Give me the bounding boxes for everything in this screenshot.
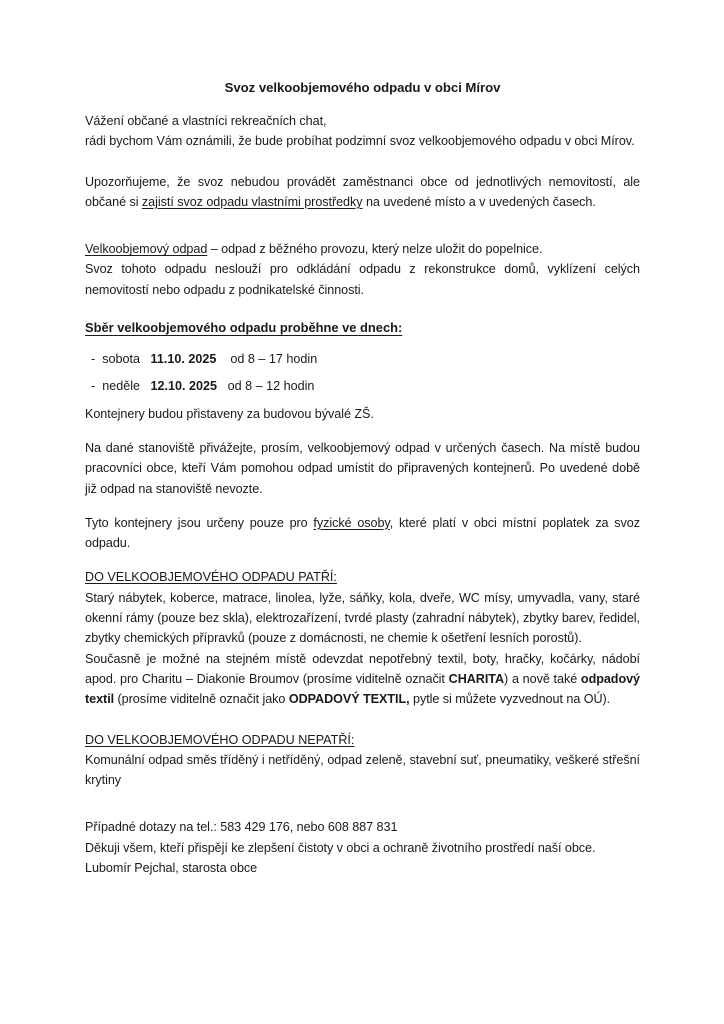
notice-underlined-text: zajistí svoz odpadu vlastními prostředky [141, 194, 363, 209]
bullet-dash: - [91, 379, 96, 394]
day-name: sobota [102, 352, 141, 367]
spacer [85, 499, 640, 513]
day-hours: od 8 – 17 hodin [230, 352, 318, 367]
eligibility-underlined-text: fyzické osoby [313, 515, 390, 530]
spacer [85, 424, 640, 438]
eligibility-text-1: Tyto kontejnery jsou určeny pouze pro [85, 515, 314, 530]
charity-text-2: ) a nově také [504, 671, 581, 686]
collection-day-row [85, 349, 640, 369]
intro-line-2: rádi bychom Vám oznámili, že bude probíhat podzimní svoz velkoobjemového odpadu v obci Mírov. [85, 134, 635, 149]
spacer [85, 553, 640, 567]
collection-heading: Sběr velkoobjemového odpadu proběhne ve dnech: [85, 320, 403, 336]
charity-paragraph [85, 649, 640, 710]
day-date: 11.10. 2025 [150, 352, 217, 367]
definition-detail-paragraph: Svoz tohoto odpadu neslouží pro odkládání odpadu z rekonstrukce domů, vyklízení celých nemovitostí nebo odpadu z podnikatelské činnosti. [85, 262, 640, 297]
charity-text-4: pytle si můžete vyzvednout na OÚ). [409, 692, 611, 707]
day-name: neděle [102, 379, 141, 394]
notice-text-2: na uvedené místo a v uvedených časech. [362, 194, 596, 209]
bullet-dash: - [91, 352, 96, 367]
day-hours: od 8 – 12 hodin [227, 379, 315, 394]
waste-textile-bold: odpadový textil [85, 671, 640, 707]
intro-paragraph [85, 111, 640, 152]
rejected-body: Komunální odpad směs tříděný i netříděný, odpad zeleně, stavební suť, pneumatiky, veškeré střešní krytiny [85, 752, 640, 788]
day-date: 12.10. 2025 [150, 379, 218, 394]
spacer [85, 300, 640, 320]
intro-line-1: Vážení občané a vlastníci rekreačních chat, [85, 114, 327, 128]
charity-text-3: (prosíme viditelně označit jako [114, 692, 289, 707]
spacer [85, 790, 640, 817]
spacer [85, 710, 640, 730]
accepted-heading: DO VELKOOBJEMOVÉHO ODPADU PATŘÍ: [85, 570, 337, 585]
spacer [85, 152, 640, 172]
page-title: Svoz velkoobjemového odpadu v obci Mírov [224, 80, 501, 95]
waste-textile-label-bold: ODPADOVÝ TEXTIL, [288, 692, 410, 707]
spacer [85, 397, 640, 404]
eligibility-paragraph [85, 513, 640, 554]
notice-text-1: Upozorňujeme, že svoz nebudou provádět zaměstnanci obce od jednotlivých nemovitostí, ale občané si [85, 174, 640, 209]
collection-day-row [85, 376, 640, 396]
charity-label-bold: CHARITA [448, 671, 505, 686]
footer-block [85, 817, 640, 878]
rejected-heading: DO VELKOOBJEMOVÉHO ODPADU NEPATŘÍ: [85, 732, 355, 747]
spacer [85, 335, 640, 349]
definition-term-line [85, 239, 640, 259]
spacer [85, 212, 640, 239]
definition-term: Velkoobjemový odpad [85, 242, 208, 257]
instructions-paragraph: Na dané stanoviště přivážejte, prosím, velkoobjemový odpad v určených časech. Na místě budou pracovníci obce, kteří Vám pomohou odpad umístit do připravených kontejnerů. Po uvedené době již odpad na stanoviště nevozte. [85, 440, 640, 496]
thanks-line: Děkuji všem, kteří přispějí ke zlepšení čistoty v obci a ochraně životního prostředí naší obce. [85, 840, 596, 855]
spacer [85, 369, 640, 376]
contact-line: Případné dotazy na tel.: 583 429 176, nebo 608 887 831 [85, 820, 398, 835]
charity-text-1: Současně je možné na stejném místě odevzdat nepotřebný textil, boty, hračky, kočárky, nádobí apod. pro Charitu – Diakonie Broumov (prosíme viditelně označit [85, 651, 640, 686]
definition-term-rest: – odpad z běžného provozu, který nelze uložit do popelnice. [207, 242, 543, 257]
eligibility-text-2: , které platí v obci místní poplatek za svoz odpadu. [85, 515, 640, 551]
notice-paragraph [85, 172, 640, 213]
signature-line: Lubomír Pejchal, starosta obce [85, 861, 258, 876]
collection-location: Kontejnery budou přistaveny za budovou bývalé ZŠ. [85, 406, 374, 421]
accepted-body: Starý nábytek, koberce, matrace, linolea, lyže, sáňky, kola, dveře, WC mísy, umyvadla, vany, staré okenní rámy (pouze bez skla), elektrozařízení, tvrdé plasty (zahradní nábytek), zbytky barev, ředidel, zbytky chemických přípravků (pouze z domácnosti, ne chemie k ošetření lesních porostů). [85, 590, 640, 646]
